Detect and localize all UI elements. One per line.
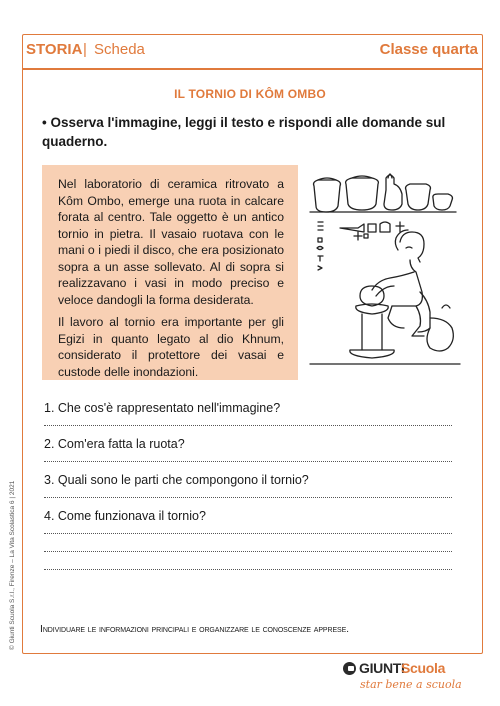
- logo-brand: GIUNTI: [359, 660, 405, 676]
- giunti-logo-icon: [343, 662, 356, 675]
- subject-label: STORIA: [26, 41, 83, 58]
- question-2: 2. Com'era fatta la ruota?: [44, 437, 185, 451]
- reading-paragraph-2: Il lavoro al tornio era importante per gli Egizi in quanto legato al dio Khnum, considerato il protettore dei vasai e custode delle inondazioni.: [58, 315, 284, 379]
- vases-shelf: [310, 174, 456, 212]
- question-3: 3. Quali sono le parti che compongono il tornio?: [44, 473, 309, 487]
- header-divider: [22, 68, 483, 70]
- learning-objective: Individuare le informazioni principali e organizzare le conoscenze apprese.: [40, 623, 349, 635]
- answer-line[interactable]: [44, 452, 452, 462]
- potters-wheel: [350, 286, 394, 358]
- questions-section: [44, 400, 452, 578]
- question-1: 1. Che cos'è rappresentato nell'immagine?: [44, 401, 281, 415]
- copyright-credit: © Giunti Scuola S.r.l., Firenze – La Vita Scolastica 6 | 2021: [9, 480, 16, 650]
- answer-line[interactable]: [44, 560, 452, 570]
- instruction-text: • Osserva l'immagine, leggi il testo e rispondi alle domande sul quaderno.: [42, 115, 446, 149]
- potter-figure: [372, 230, 453, 351]
- reading-paragraph-1: Nel laboratorio di ceramica ritrovato a Kôm Ombo, emerge una ruota in calcare forata al centro. Tale oggetto è un antico tornio in pietra. Il vasaio ruotava con le mani o i piedi il disco, che era posizionato sopra a un asse sollevato. Al di sopra si realizzavano i vasi in modo preciso e veloce dandogli la forma desiderata.: [58, 177, 284, 307]
- answer-line[interactable]: [44, 488, 452, 498]
- reading-text-box: [42, 165, 298, 380]
- answer-line[interactable]: [44, 524, 452, 534]
- grade-label: Classe quarta: [379, 41, 478, 58]
- question-4: 4. Come funzionava il tornio?: [44, 509, 206, 523]
- page-title: IL TORNIO DI KÔM OMBO: [174, 87, 326, 101]
- logo-tagline: star bene a scuola: [360, 678, 462, 691]
- answer-line[interactable]: [44, 542, 452, 552]
- answer-line[interactable]: [44, 416, 452, 426]
- logo-brand-suffix: Scuola: [401, 660, 446, 676]
- sheet-type-label: Scheda: [94, 41, 145, 58]
- potter-illustration: [306, 168, 464, 380]
- publisher-logo: [343, 660, 463, 700]
- hieroglyphs: [317, 222, 404, 270]
- header-separator: |: [83, 41, 87, 58]
- worksheet-header: [26, 41, 478, 63]
